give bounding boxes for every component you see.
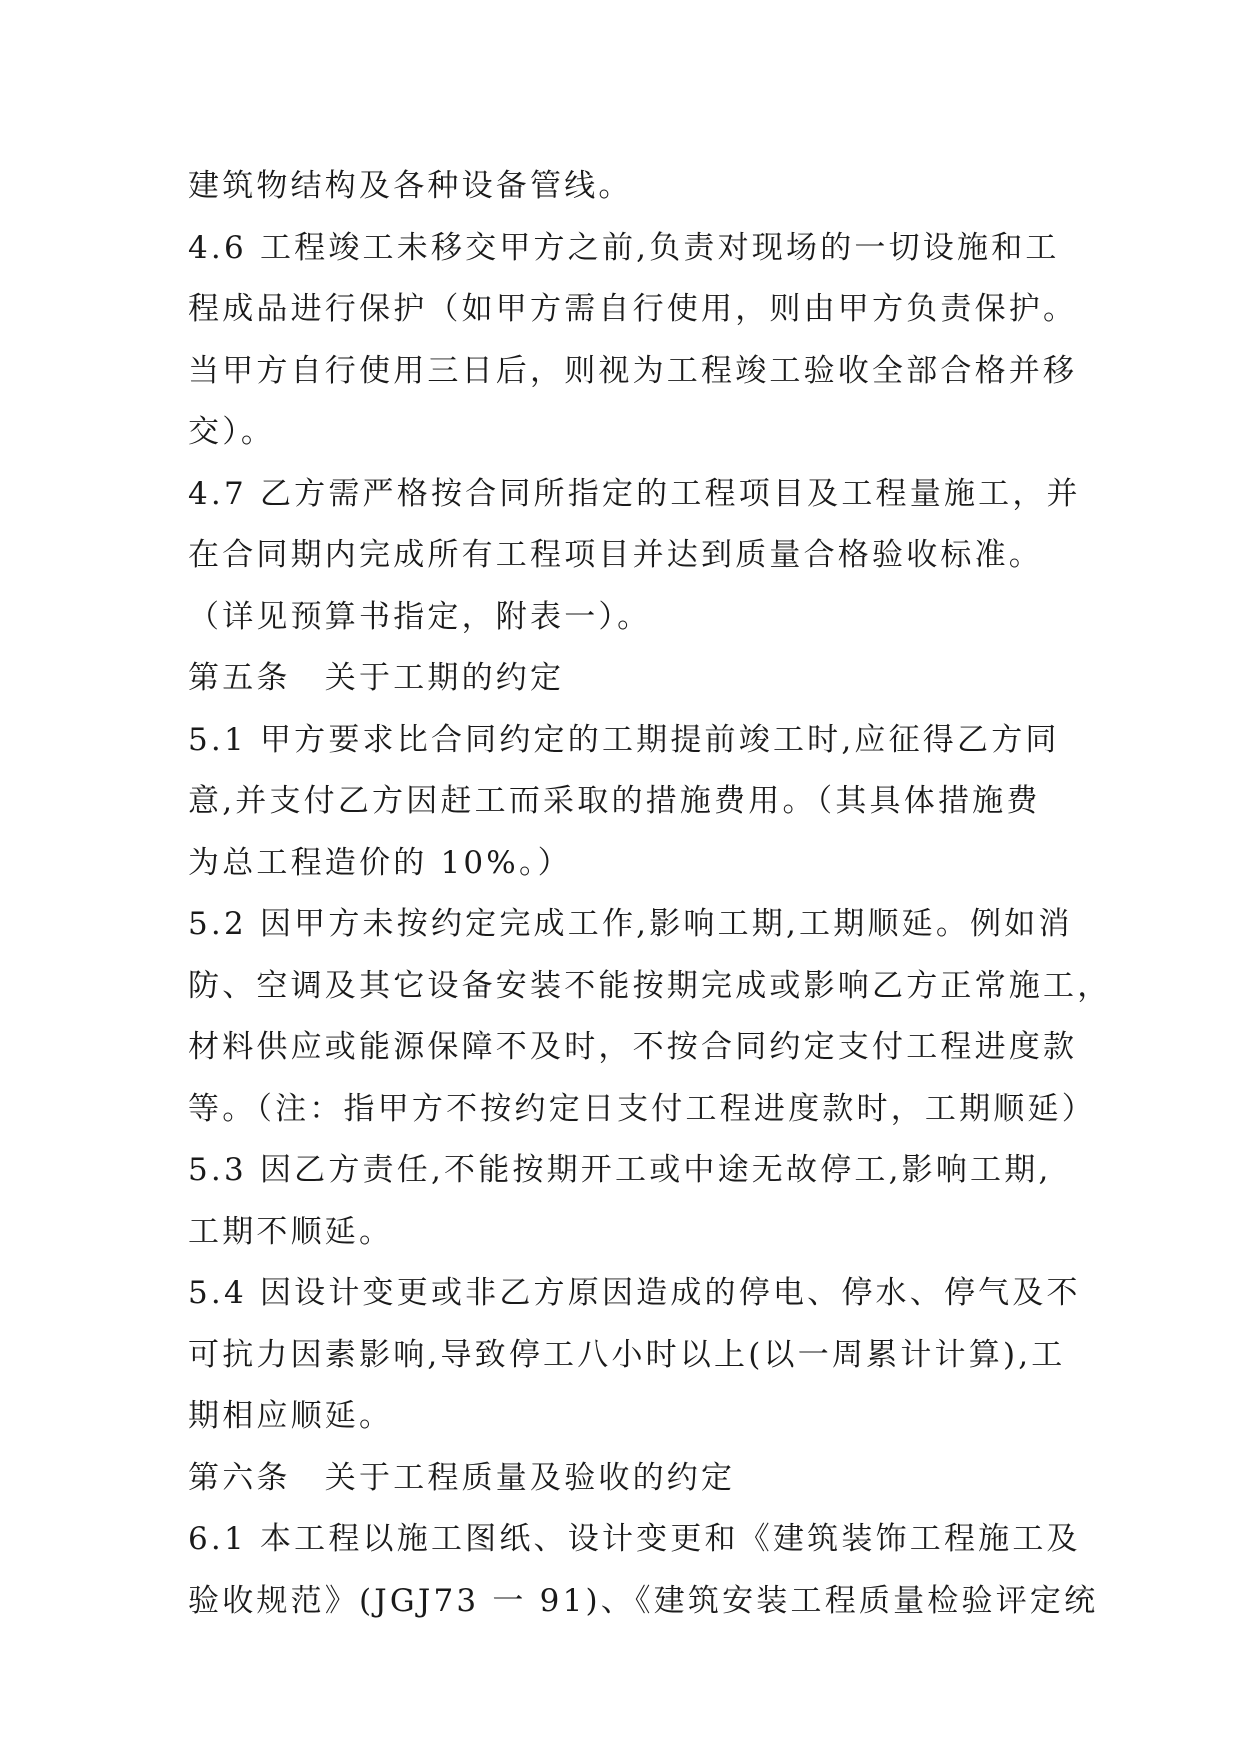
text-line: 材料供应或能源保障不及时，不按合同约定支付工程进度款 — [188, 1029, 1078, 1065]
section-heading: 第五条 关于工期的约定 — [188, 660, 565, 696]
text-line: 验收规范》(JGJ73 一 91)、《建筑安装工程质量检验评定统 — [188, 1582, 1099, 1619]
text-line: 可抗力因素影响,导致停工八小时以上(以一周累计计算),工 — [188, 1336, 1066, 1373]
text-line: 期相应顺延。 — [188, 1398, 394, 1434]
text-line: 程成品进行保护（如甲方需自行使用，则由甲方负责保护。 — [188, 291, 1078, 327]
text-line: 防、空调及其它设备安装不能按期完成或影响乙方正常施工， — [188, 967, 1112, 1004]
text-line: 在合同期内完成所有工程项目并达到质量合格验收标准。 — [188, 537, 1043, 573]
section-heading: 第六条 关于工程质量及验收的约定 — [188, 1459, 736, 1496]
text-line: 4.7 乙方需严格按合同所指定的工程项目及工程量施工，并 — [188, 475, 1081, 512]
text-line: 5.2 因甲方未按约定完成工作,影响工期,工期顺延。例如消 — [188, 906, 1073, 942]
text-line: 6.1 本工程以施工图纸、设计变更和《建筑装饰工程施工及 — [188, 1521, 1081, 1557]
text-line: 5.1 甲方要求比合同约定的工期提前竣工时,应征得乙方同 — [188, 721, 1060, 758]
text-line: 意,并支付乙方因赶工而采取的措施费用。（其具体措施费 — [188, 783, 1041, 819]
document-body — [188, 156, 1112, 1632]
text-line: 等。（注：指甲方不按约定日支付工程进度款时，工期顺延） — [188, 1090, 1096, 1127]
text-line: 当甲方自行使用三日后，则视为工程竣工验收全部合格并移 — [188, 352, 1078, 389]
text-line: 建筑物结构及各种设备管线。 — [188, 168, 633, 204]
text-line: （详见预算书指定，附表一）。 — [188, 598, 652, 635]
text-line: 工期不顺延。 — [188, 1213, 394, 1250]
text-line: 交）。 — [188, 414, 276, 450]
text-line: 5.3 因乙方责任,不能按期开工或中途无故停工,影响工期, — [188, 1152, 1052, 1188]
text-line: 4.6 工程竣工未移交甲方之前,负责对现场的一切设施和工 — [188, 229, 1060, 266]
text-line: 为总工程造价的 10%。） — [188, 844, 572, 881]
text-line: 5.4 因设计变更或非乙方原因造成的停电、停水、停气及不 — [188, 1275, 1081, 1311]
